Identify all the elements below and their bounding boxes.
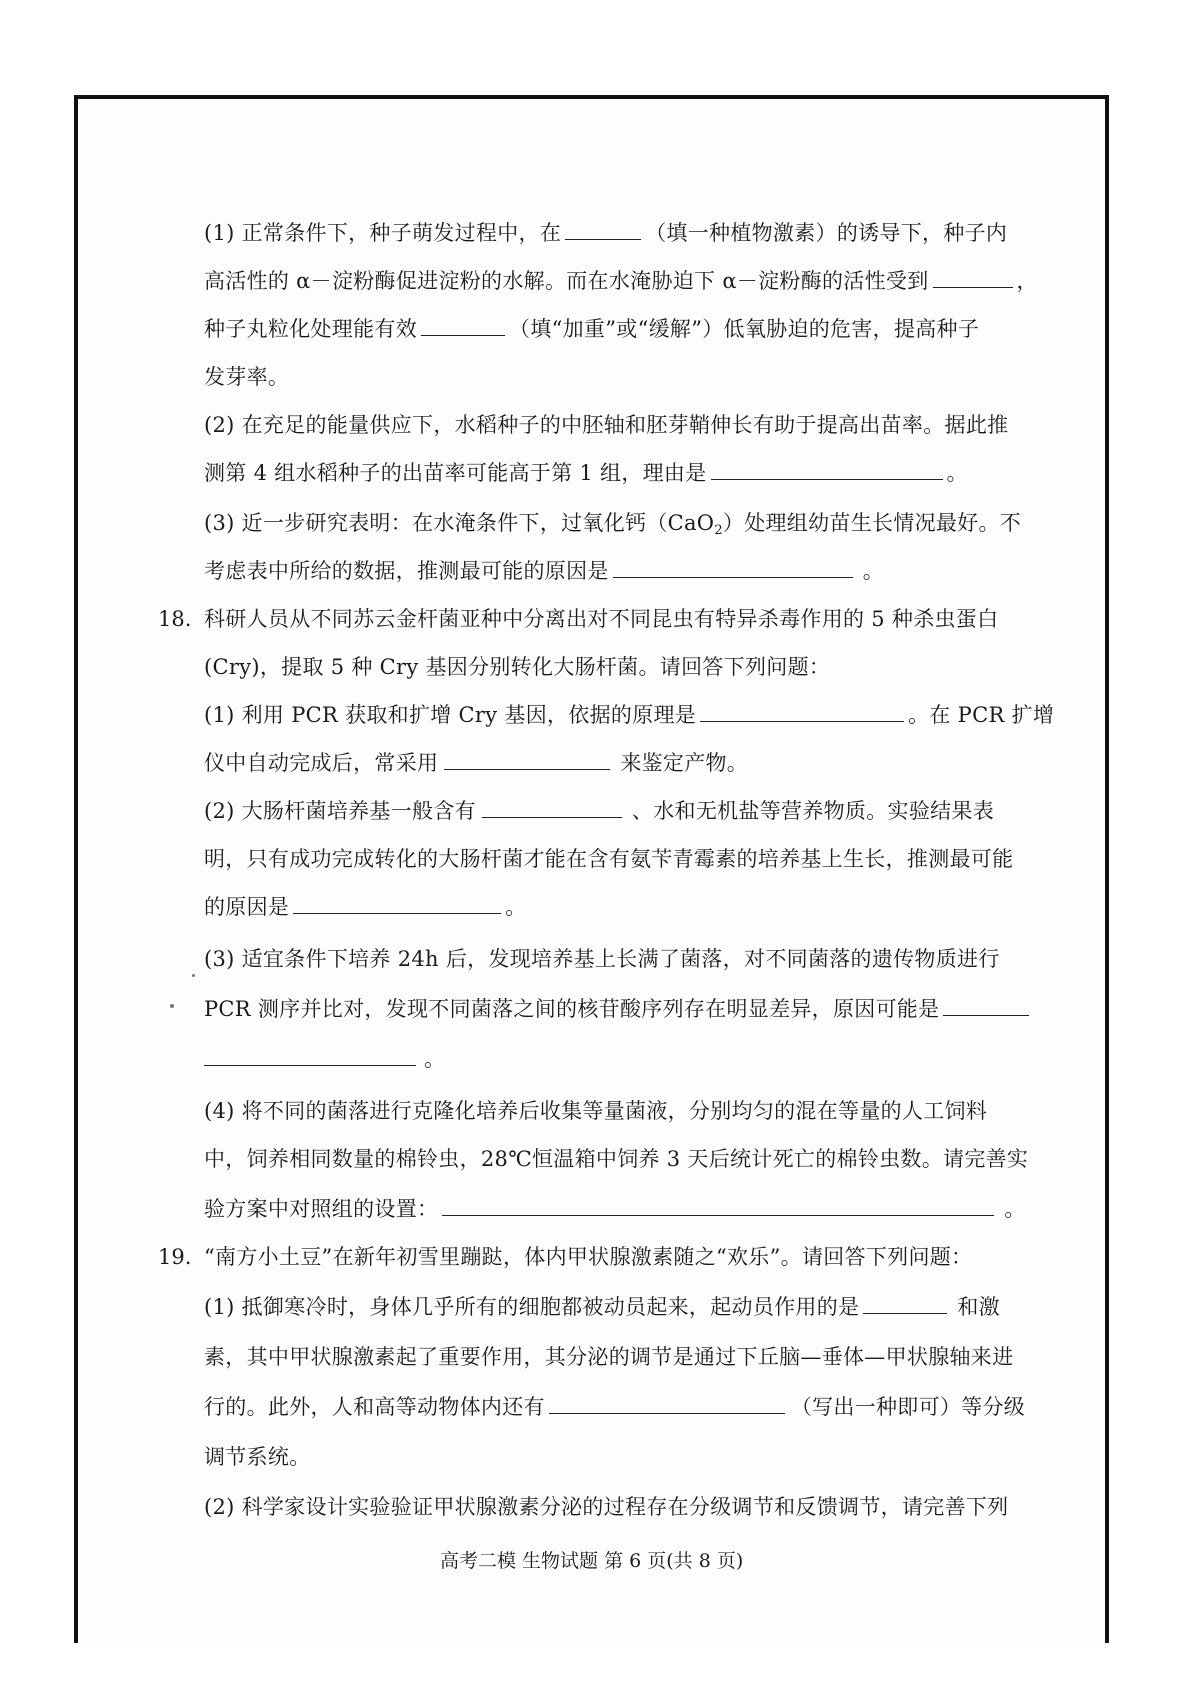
- q17-p2-line2: [204, 458, 968, 488]
- text: 。: [505, 895, 527, 919]
- subscript: 2: [714, 523, 723, 538]
- q18-p3-line2: [204, 994, 1029, 1024]
- text: （写出一种即可）等分级: [790, 1395, 1026, 1419]
- q17-p1-line3: [204, 314, 979, 344]
- scan-speck: [192, 974, 195, 977]
- q17-p3-line1: [204, 508, 1021, 546]
- q19-p2-line1: (2) 科学家设计实验验证甲状腺激素分泌的过程存在分级调节和反馈调节，请完善下列: [204, 1495, 1009, 1519]
- q18-p4-line1: (4) 将不同的菌落进行克隆化培养后收集等量菌液，分别均匀的混在等量的人工饲料: [204, 1099, 988, 1123]
- q17-p1-line1: [204, 218, 1007, 248]
- answer-blank[interactable]: [711, 459, 943, 480]
- question-number-19: 19.: [158, 1245, 192, 1269]
- answer-blank[interactable]: [293, 893, 501, 914]
- text: PCR 测序并比对，发现不同菌落之间的核苷酸序列存在明显差异，原因可能是: [204, 997, 940, 1021]
- q19-intro: “南方小土豆”在新年初雪里蹦跶，体内甲状腺激素随之“欢乐”。请回答下列问题：: [204, 1245, 973, 1269]
- text: （填一种植物激素）的诱导下，种子内: [645, 221, 1008, 245]
- text: 种子丸粒化处理能有效: [204, 317, 417, 341]
- text: 测第 4 组水稻种子的出苗率可能高于第 1 组，理由是: [204, 461, 707, 485]
- text: 的原因是: [204, 895, 290, 919]
- text: 行的。此外，人和高等动物体内还有: [204, 1395, 545, 1419]
- text: (3) 近一步研究表明：在水淹条件下，过氧化钙（CaO: [204, 511, 715, 535]
- text: 仪中自动完成后，常采用: [204, 751, 439, 775]
- text: 。: [1004, 1197, 1026, 1221]
- text: （填“加重”或“缓解”）低氧胁迫的危害，提高种子: [509, 317, 980, 341]
- text: (1) 正常条件下，种子萌发过程中，在: [204, 221, 562, 245]
- answer-blank[interactable]: [613, 557, 853, 578]
- text: (1) 利用 PCR 获取和扩增 Cry 基因，依据的原理是: [204, 703, 697, 727]
- answer-blank[interactable]: [482, 797, 622, 818]
- q18-p2-line1: [204, 796, 994, 826]
- q19-p1-line2: 素，其中甲状腺激素起了重要作用，其分泌的调节是通过下丘脑—垂体—甲状腺轴来进: [204, 1345, 1014, 1369]
- answer-blank[interactable]: [700, 701, 904, 722]
- text: 和激: [957, 1295, 1000, 1319]
- text: (1) 抵御寒冷时，身体几乎所有的细胞都被动员起来，起动员作用的是: [204, 1295, 860, 1319]
- q18-p3-line1: (3) 适宜条件下培养 24h 后，发现培养基上长满了菌落，对不同菌落的遗传物质进行: [204, 947, 1000, 971]
- text: ）处理组幼苗生长情况最好。不: [722, 511, 1022, 535]
- q18-p3-line3: [204, 1044, 445, 1074]
- text: 来鉴定产物。: [620, 751, 749, 775]
- answer-blank[interactable]: [933, 267, 1013, 288]
- question-number-18: 18.: [158, 607, 192, 631]
- text: 验方案中对照组的设置：: [204, 1197, 439, 1221]
- text: 。在 PCR 扩增: [908, 703, 1055, 727]
- text: 、水和无机盐等营养物质。实验结果表: [631, 799, 995, 823]
- q17-p1-line2: [204, 266, 1038, 296]
- q17-p1-line4: 发芽率。: [204, 365, 290, 389]
- answer-blank[interactable]: [444, 749, 610, 770]
- q18-p1-line2: [204, 748, 748, 778]
- answer-blank[interactable]: [549, 1393, 785, 1414]
- answer-blank[interactable]: [943, 995, 1029, 1016]
- q17-p2-line1: (2) 在充足的能量供应下，水稻种子的中胚轴和胚芽鞘伸长有助于提高出苗率。据此推: [204, 413, 1009, 437]
- q18-p4-line2: 中，饲养相同数量的棉铃虫，28℃恒温箱中饲养 3 天后统计死亡的棉铃虫数。请完善实: [204, 1147, 1029, 1171]
- answer-blank[interactable]: [204, 1045, 416, 1066]
- text: 。: [424, 1047, 446, 1071]
- answer-blank[interactable]: [442, 1195, 994, 1216]
- q17-p3-line2: [204, 556, 884, 586]
- text: (2) 大肠杆菌培养基一般含有: [204, 799, 476, 823]
- text: 。: [946, 461, 968, 485]
- q19-p1-line3: [204, 1392, 1025, 1422]
- text: ，: [1016, 269, 1038, 293]
- q18-intro-line2: (Cry)，提取 5 种 Cry 基因分别转化大肠杆菌。请回答下列问题：: [204, 655, 831, 679]
- q19-p1-line1: [204, 1292, 1000, 1322]
- q18-p2-line2: 明，只有成功完成转化的大肠杆菌才能在含有氨苄青霉素的培养基上生长，推测最可能: [204, 847, 1014, 871]
- answer-blank[interactable]: [565, 219, 641, 240]
- q18-p2-line3: [204, 892, 527, 922]
- q19-p1-line4: 调节系统。: [204, 1445, 311, 1469]
- q18-intro-line1: 科研人员从不同苏云金杆菌亚种中分离出对不同昆虫有特异杀毒作用的 5 种杀虫蛋白: [204, 607, 999, 631]
- answer-blank[interactable]: [421, 315, 505, 336]
- q18-p1-line1: [204, 700, 1054, 730]
- text: 。: [862, 559, 885, 583]
- scan-speck: [170, 1004, 174, 1008]
- page-footer: 高考二模 生物试题 第 6 页(共 8 页): [440, 1550, 744, 1572]
- text: 高活性的 α－淀粉酶促进淀粉的水解。而在水淹胁迫下 α－淀粉酶的活性受到: [204, 269, 929, 293]
- answer-blank[interactable]: [863, 1293, 947, 1314]
- text: 考虑表中所给的数据，推测最可能的原因是: [204, 559, 609, 583]
- q18-p4-line3: [204, 1194, 1026, 1224]
